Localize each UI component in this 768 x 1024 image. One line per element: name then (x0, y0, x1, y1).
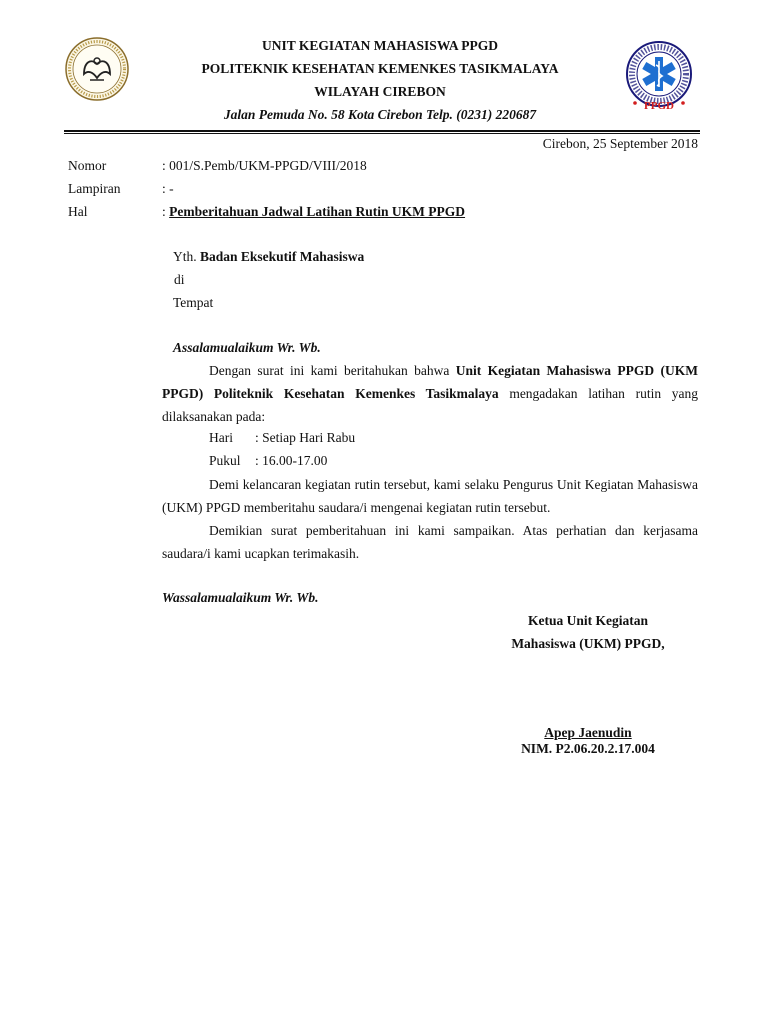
header-line-3: WILAYAH CIREBON (314, 84, 446, 99)
p1-intro: Dengan surat ini kami beritahukan bahwa (209, 363, 456, 378)
p1-end: mengadakan latihan rutin yang dilaksanakan pada: (162, 386, 698, 424)
closing: Wassalamualaikum Wr. Wb. (162, 590, 319, 605)
hal-label: Hal (68, 204, 88, 219)
lampiran-value: : - (162, 181, 174, 196)
header-line-1: UNIT KEGIATAN MAHASISWA PPGD (262, 38, 498, 53)
lampiran-label: Lampiran (68, 181, 121, 196)
ppgd-logo-label: PPGD (644, 100, 674, 112)
header-address: Jalan Pemuda No. 58 Kota Cirebon Telp. (0231) 220687 (223, 107, 537, 122)
signature-name: Apep Jaenudin (544, 725, 632, 740)
nomor-label: Nomor (68, 158, 107, 173)
signature-role-2: Mahasiswa (UKM) PPGD, (511, 636, 665, 651)
nomor-value: : 001/S.Pemb/UKM-PPGD/VIII/2018 (162, 158, 367, 173)
hal-colon: : (162, 204, 170, 219)
letter-date: Cirebon, 25 September 2018 (542, 136, 698, 151)
signature-role-1: Ketua Unit Kegiatan (528, 613, 648, 628)
p1-organization: Unit Kegiatan Mahasiswa PPGD (UKM PPGD) Politeknik Kesehatan Kemenkes Tasikmalaya (162, 363, 698, 401)
pukul-value: : 16.00-17.00 (255, 453, 328, 468)
hari-label: Hari (209, 430, 233, 445)
recipient-name: Badan Eksekutif Mahasiswa (200, 249, 365, 264)
body-paragraph-2: Demi kelancaran kegiatan rutin tersebut, kami selaku Pengurus Unit Kegiatan Mahasiswa (UKM) PPGD memberitahu saudara/i mengenai kegiatan rutin tersebut. (162, 477, 698, 515)
hal-row (162, 203, 465, 221)
hal-subject: Pemberitahuan Jadwal Latihan Rutin UKM PPGD (169, 204, 466, 219)
ppgd-logo-icon (622, 40, 696, 114)
body-paragraph-3: Demikian surat pemberitahuan ini kami sampaikan. Atas perhatian dan kerjasama saudara/i kami ucapkan terimakasih. (162, 523, 698, 561)
body-paragraph-1 (162, 359, 698, 428)
greeting: Assalamualaikum Wr. Wb. (173, 340, 321, 355)
header-rule (64, 130, 700, 132)
header-rule-thin (64, 133, 700, 134)
pukul-label: Pukul (209, 453, 241, 468)
recipient-prefix: Yth. (173, 249, 200, 264)
hari-value: : Setiap Hari Rabu (255, 430, 356, 445)
recipient-di: di (174, 272, 185, 287)
recipient-line (173, 248, 364, 266)
header-line-2: POLITEKNIK KESEHATAN KEMENKES TASIKMALAYA (201, 61, 559, 76)
recipient-place: Tempat (173, 295, 214, 310)
poltekkes-logo-icon (64, 36, 130, 102)
signature-nim: NIM. P2.06.20.2.17.004 (521, 741, 655, 756)
